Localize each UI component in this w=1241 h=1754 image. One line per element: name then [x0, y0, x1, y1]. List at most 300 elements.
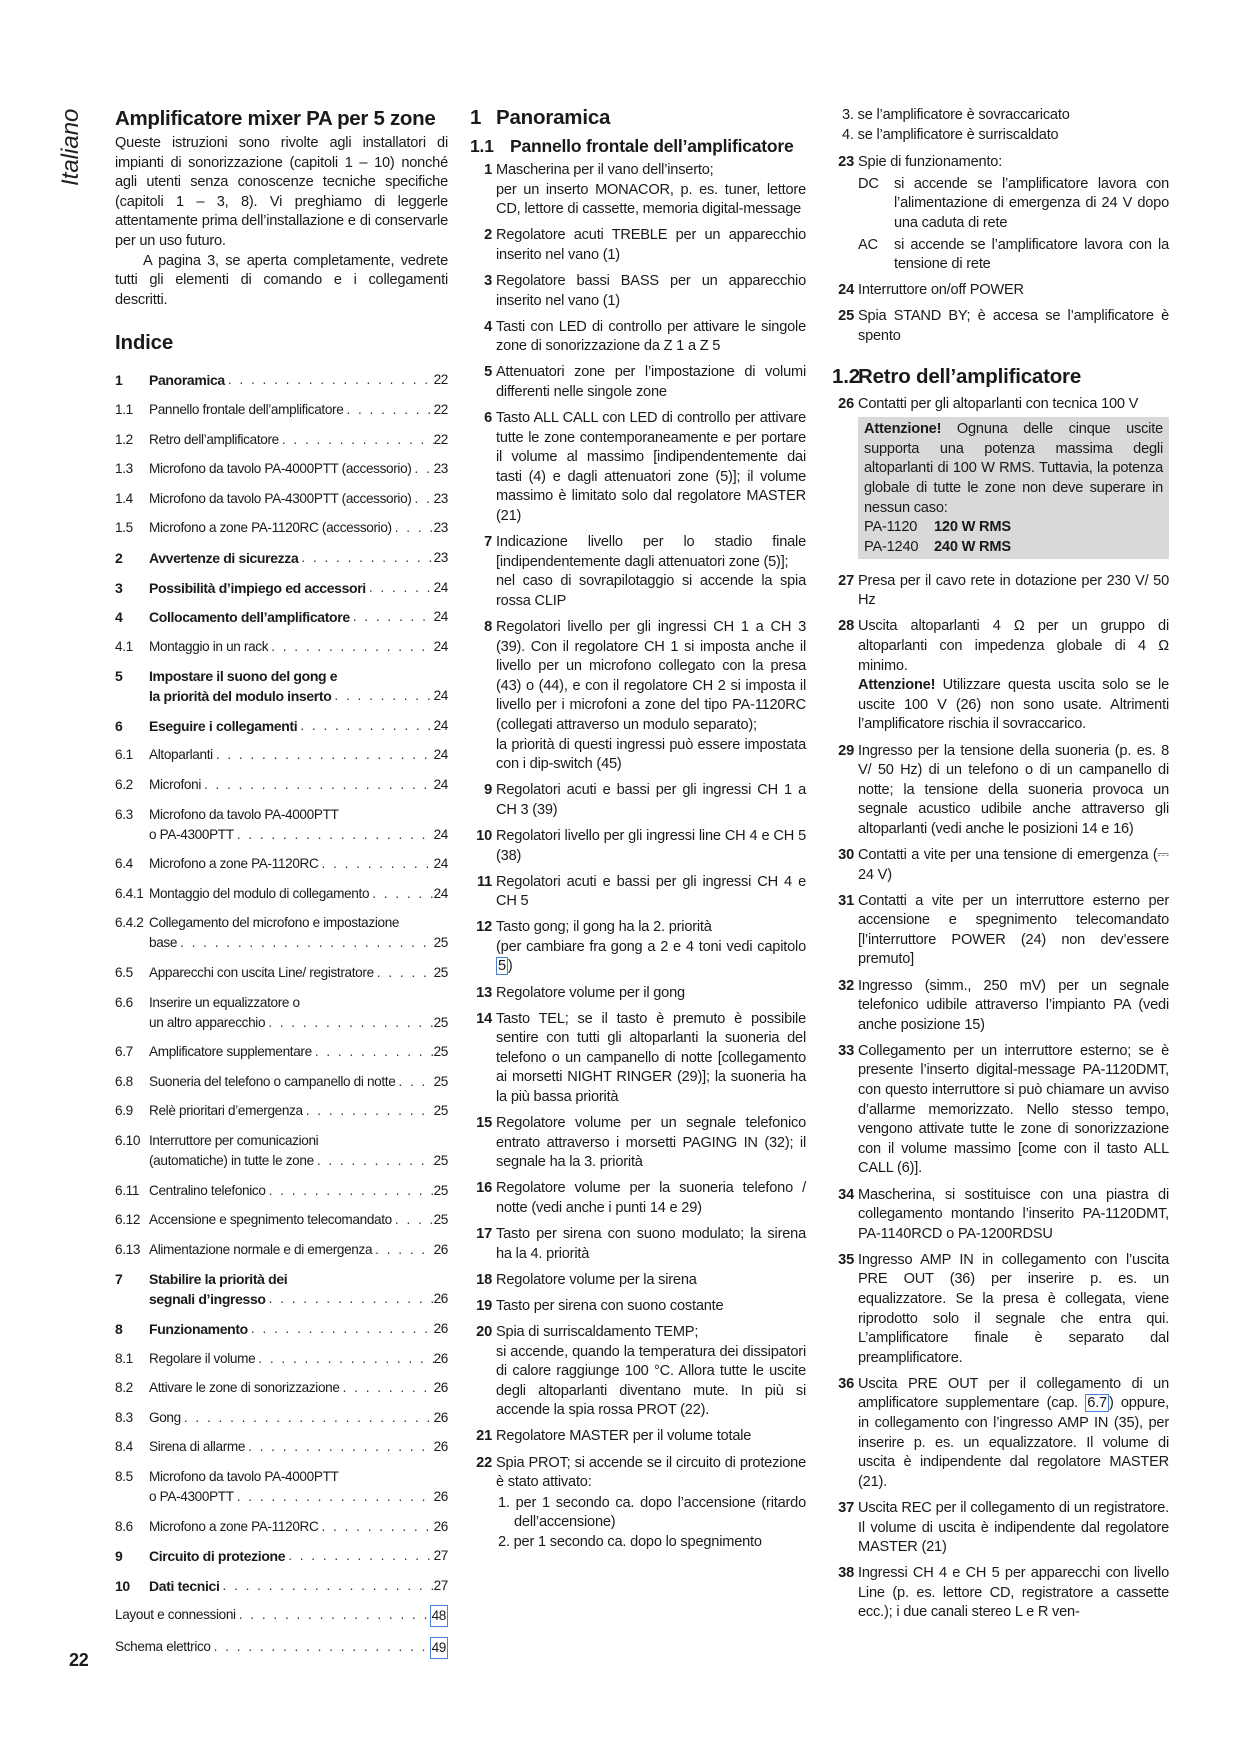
paragraph — [496, 318, 806, 357]
toc-line — [115, 637, 448, 657]
toc-entry[interactable] — [115, 993, 448, 1033]
text-run: Ingressi CH 4 e CH 5 per apparecchi con livello Line (p. es. lettore CD, registratore a cassette ecc.); i due canali stereo L e R ven- — [858, 1565, 1169, 1621]
paragraph — [496, 363, 806, 402]
item-number: 17 — [476, 1226, 492, 1243]
toc-title: Regolare il volume — [149, 1350, 256, 1366]
paragraph — [858, 892, 1169, 970]
section-number: 1.1 — [470, 136, 494, 156]
toc-heading: Indice — [115, 331, 174, 355]
toc-number: 4 — [115, 609, 123, 626]
toc-page: 24 — [433, 688, 448, 704]
toc-title: Suoneria del telefono o campanello di notte — [149, 1073, 396, 1089]
toc-line — [115, 1487, 448, 1507]
text-run: Regolatori acuti e bassi per gli ingressi CH 1 a CH 3 (39) — [496, 782, 806, 818]
toc-entry[interactable] — [115, 1131, 448, 1171]
dot-leader — [412, 489, 434, 509]
text-run: si accende, quando la temperatura dei dissipatori di calore raggiunge 100 °C. Allora tutte le uscite degli altoparlanti diventano mute. In più si accende la spia rossa PROT (22). — [496, 1343, 806, 1419]
paragraph — [496, 918, 806, 938]
toc-number: 6.13 — [115, 1241, 141, 1257]
toc-number: 8.3 — [115, 1409, 133, 1425]
text-run: Uscita altoparlanti 4 Ω per un gruppo di altoparlanti con impedenza globale di 4 Ω minimo. — [858, 618, 1169, 674]
section-heading — [470, 136, 806, 157]
toc-page: 24 — [433, 609, 448, 625]
item-number: 10 — [476, 827, 492, 844]
intro-text — [115, 134, 448, 310]
toc-line — [115, 1289, 448, 1309]
item-number: 14 — [476, 1010, 492, 1027]
section-number: 1.2 — [832, 364, 860, 388]
dot-leader — [366, 578, 434, 598]
paragraph — [496, 984, 806, 1004]
dot-leader — [265, 1013, 433, 1033]
item-number: 30 — [838, 847, 854, 863]
section-heading — [832, 365, 1169, 389]
item-number: 24 — [838, 282, 854, 299]
legend-item — [470, 226, 806, 265]
paragraph — [496, 572, 806, 611]
item-body — [496, 1114, 806, 1173]
paragraph — [496, 181, 806, 220]
toc-line — [115, 1437, 448, 1457]
toc-number: 1.2 — [115, 431, 133, 447]
section-title: Pannello frontale dell’amplificatore — [510, 136, 794, 156]
power-row — [864, 518, 1163, 538]
item-number: 32 — [838, 977, 854, 994]
text-run: Utilizzare questa uscita solo se le uscite 100 V (26) non sono usate. Altrimenti l’amplificatore rischia il sovraccarico. — [858, 677, 1169, 733]
toc-entry[interactable] — [115, 1319, 448, 1339]
legend-item — [470, 1114, 806, 1173]
toc-entry[interactable] — [115, 1181, 448, 1201]
item-number: 21 — [476, 1428, 492, 1445]
toc-title-cont: la priorità del modulo inserto — [149, 688, 332, 705]
paragraph — [858, 617, 1169, 676]
paragraph — [496, 272, 806, 311]
toc-line — [115, 1042, 448, 1062]
item-body — [858, 742, 1169, 840]
item-number: 13 — [476, 984, 492, 1001]
toc-title: Inserire un equalizzatore o — [149, 994, 300, 1010]
toc-page: 26 — [433, 1488, 448, 1504]
toc-page: 24 — [433, 638, 448, 654]
paragraph — [858, 1564, 1169, 1623]
toc-entry[interactable] — [115, 1378, 448, 1398]
intro-paragraph: A pagina 3, se aperta completamente, vedrete tutti gli elementi di comando e i collegamenti descritti. — [115, 252, 448, 308]
toc-number: 6 — [115, 717, 123, 734]
toc-number: 6.1 — [115, 747, 133, 763]
toc-title: Relè prioritari d’emergenza — [149, 1103, 303, 1119]
legend-item — [470, 1297, 806, 1317]
dot-leader — [234, 825, 434, 845]
legend-item — [832, 153, 1169, 275]
text-run: Regolatori livello per gli ingressi CH 1 a CH 3 (39). Con il regolatore CH 1 si imposta anche il livello per un microfono collegato con la presa (43) o (44), e con il regolatore CH 2 si imposta il livello per i microfoni a zone del tipo PA-1120RC (collegati attraverso un modulo separato); — [496, 618, 806, 733]
chapter-link[interactable]: 5 — [498, 958, 506, 975]
dot-leader — [412, 459, 434, 479]
toc-number: 6.4.1 — [115, 885, 144, 901]
toc-entry[interactable] — [115, 745, 448, 765]
toc-page: 27 — [433, 1548, 448, 1564]
toc-title: Possibilità d’impiego ed accessori — [149, 579, 366, 596]
item-number: 3 — [484, 272, 492, 289]
toc-number: 7 — [115, 1271, 123, 1288]
toc-line — [115, 1240, 448, 1260]
toc-page: 25 — [433, 1073, 448, 1089]
toc-page: 23 — [433, 490, 448, 506]
toc-entry[interactable] — [115, 1605, 448, 1627]
item-number: 1 — [484, 162, 492, 178]
item-number: 27 — [838, 572, 854, 589]
toc-line — [115, 884, 448, 904]
dot-leader — [266, 1181, 434, 1201]
text-run: per un inserto MONACOR, p. es. tuner, lettore CD, lettore di cassette, memoria digital-message — [496, 181, 806, 218]
toc-line — [115, 666, 448, 686]
page-number: 22 — [69, 1650, 89, 1670]
legend-item — [470, 781, 806, 820]
text-run: ) — [507, 958, 513, 975]
item-number: 7 — [484, 534, 492, 551]
toc-page: 23 — [433, 461, 448, 477]
toc-title: Microfono a zone PA-1120RC (accessorio) — [149, 520, 392, 536]
paragraph — [496, 1179, 806, 1218]
legend-item — [470, 984, 806, 1004]
toc-entry[interactable] — [115, 1269, 448, 1309]
text-run: Ingresso per la tensione della suoneria (p. es. 8 V/ 50 Hz) di un telefono o di un campanello di notte; la tensione della suoneria provoca un segnale acustico udibile anche attraverso gli altoparlanti (vedi anche le posizioni 14 e 16) — [858, 742, 1169, 837]
toc-page: 26 — [433, 1291, 448, 1307]
toc-page: 23 — [433, 549, 448, 565]
toc-page: 24 — [433, 777, 448, 793]
toc-entry[interactable] — [115, 884, 448, 904]
dot-leader — [343, 400, 433, 420]
dot-leader — [318, 1517, 433, 1537]
toc-title: Accensione e spegnimento telecomandato — [149, 1212, 392, 1228]
legend-item — [470, 533, 806, 611]
paragraph — [864, 420, 1163, 518]
legend-item — [470, 873, 806, 912]
toc-entry[interactable] — [115, 1101, 448, 1121]
paragraph — [858, 846, 1169, 885]
item-body — [496, 1427, 806, 1447]
item-body — [496, 1323, 806, 1421]
item-body — [496, 363, 806, 402]
toc-entry[interactable] — [115, 637, 448, 657]
text-run: Regolatore volume per la sirena — [496, 1271, 697, 1288]
dot-leader — [372, 1240, 433, 1260]
toc-line — [115, 1013, 448, 1033]
toc-line — [115, 1131, 448, 1151]
toc-line — [115, 1605, 448, 1627]
item-number: 26 — [838, 395, 854, 412]
toc-entry[interactable] — [115, 716, 448, 736]
toc-number: 8.5 — [115, 1468, 133, 1484]
item-body — [858, 846, 1169, 885]
indicator-text: si accende se l’amplificatore lavora con l’alimentazione di emergenza di 24 V dopo una caduta di rete — [894, 175, 1169, 231]
toc-title: Collocamento dell’amplificatore — [149, 609, 350, 626]
toc-title: Centralino telefonico — [149, 1182, 266, 1198]
dot-leader — [225, 370, 434, 390]
toc-entry[interactable] — [115, 1408, 448, 1428]
toc-number: 3 — [115, 579, 123, 596]
legend-item — [832, 1564, 1169, 1623]
toc-entry[interactable] — [115, 1072, 448, 1092]
dot-leader — [331, 686, 433, 706]
toc-entry[interactable] — [115, 963, 448, 983]
item-number: 22 — [476, 1454, 492, 1471]
item-body — [858, 307, 1169, 346]
section-number: 1 — [470, 106, 482, 129]
dot-leader — [312, 1042, 434, 1062]
item-number: 2 — [484, 227, 492, 244]
indicator-row — [858, 236, 1169, 275]
dot-leader — [248, 1319, 434, 1339]
legend-item — [832, 617, 1169, 735]
toc-title-cont: un altro apparecchio — [149, 1014, 266, 1030]
toc-line — [115, 854, 448, 874]
toc-line — [115, 548, 448, 568]
legend-item — [832, 977, 1169, 1036]
toc-title: Stabilire la priorità dei — [149, 1271, 288, 1288]
legend-item — [470, 161, 806, 220]
toc-entry[interactable] — [115, 400, 448, 420]
text-run: Spie di funzionamento: — [858, 154, 1003, 171]
toc-entry[interactable] — [115, 1576, 448, 1596]
paragraph — [496, 161, 806, 181]
toc-line — [115, 1408, 448, 1428]
dot-leader — [350, 607, 434, 627]
toc-page: 24 — [433, 717, 448, 733]
language-label: Italiano — [57, 108, 84, 186]
toc-line — [115, 1072, 448, 1092]
paragraph — [496, 873, 806, 912]
paragraph — [496, 938, 806, 977]
dot-leader — [314, 1151, 434, 1171]
paragraph — [496, 226, 806, 265]
dot-leader — [234, 1487, 434, 1507]
toc-page: 26 — [433, 1380, 448, 1396]
text-run: Mascherina per il vano dell’inserto; — [496, 162, 714, 178]
indicator-label: AC — [858, 236, 878, 253]
item-number: 28 — [838, 618, 854, 635]
text-run: Ingresso AMP IN in collegamento con l’uscita PRE OUT (36) per inserire p. es. un equalizzatore. Se la presa è collegata, viene riprodotto solo il segnale che entra qui. L’amplificatore finale è separato dal preamplificatore. — [858, 1251, 1169, 1366]
list-item: 2. per 1 secondo ca. dopo lo spegnimento — [498, 1533, 762, 1550]
item-body — [496, 409, 806, 527]
text-run: Regolatori acuti e bassi per gli ingressi CH 4 e CH 5 — [496, 873, 806, 910]
item-number: 9 — [484, 782, 492, 799]
toc-number: 8 — [115, 1320, 123, 1337]
list-item: 1. per 1 secondo ca. dopo l’accensione (ritardo dell’accensione) — [498, 1494, 806, 1531]
toc-entry[interactable] — [115, 459, 448, 479]
dot-leader — [392, 1210, 434, 1230]
item-body — [496, 984, 806, 1004]
toc-entry[interactable] — [115, 1349, 448, 1369]
toc-entry[interactable] — [115, 775, 448, 795]
toc-number: 6.9 — [115, 1103, 133, 1119]
toc-number: 1.3 — [115, 461, 133, 477]
item-body — [858, 153, 1169, 275]
toc-line — [115, 1210, 448, 1230]
paragraph — [858, 1499, 1169, 1558]
item-body — [496, 873, 806, 912]
text-run: Tasto per sirena con suono modulato; la sirena ha la 4. priorità — [496, 1226, 806, 1262]
text-run: Regolatore volume per un segnale telefonico entrato attraverso i morsetti PAGING IN (32); il segnale ha la 3. priorità — [496, 1115, 806, 1171]
dot-leader — [245, 1437, 434, 1457]
item-body — [496, 161, 806, 220]
paragraph — [858, 1042, 1169, 1179]
text-run: Contatti a vite per un interruttore esterno per accensione e spegnimento telecomandato [l’interruttore POWER (24) non dev’essere premuto] — [858, 892, 1169, 968]
toc-number: 2 — [115, 549, 123, 566]
paragraph — [858, 977, 1169, 1036]
toc-page: 26 — [433, 1439, 448, 1455]
toc-entry[interactable] — [115, 1210, 448, 1230]
toc-line — [115, 1269, 448, 1289]
toc-entry[interactable] — [115, 1517, 448, 1537]
paragraph — [496, 1114, 806, 1173]
dot-leader — [220, 1576, 434, 1596]
toc-entry[interactable] — [115, 370, 448, 390]
toc-entry[interactable] — [115, 1637, 448, 1659]
text-run: Presa per il cavo rete in dotazione per 230 V/ 50 Hz — [858, 572, 1169, 609]
toc-title-cont: (automatiche) in tutte le zone — [149, 1153, 314, 1168]
paragraph — [858, 281, 1169, 301]
intro-paragraph: Queste istruzioni sono rivolte agli installatori di impianti di sonorizzazione (capitoli 1 – 10) nonché agli utenti senza conoscenze tecniche specifiche (capitoli 1 – 3, 8). Vi preghiamo di leggerle attentamente prima dell’installazione e di conservarle per un uso futuro. — [115, 135, 448, 249]
text-run: Contatti a vite per una tensione di emergenza (⎓ 24 V) — [858, 847, 1169, 883]
text-run: (per cambiare fra gong a 2 e 4 toni vedi capitolo — [496, 938, 806, 955]
dot-leader — [297, 716, 433, 736]
paragraph — [496, 618, 806, 736]
text-run: Regolatore volume per il gong — [496, 984, 685, 1001]
model-name: PA-1240 — [864, 538, 919, 555]
toc-page: 22 — [433, 431, 448, 447]
toc-page: 25 — [433, 1212, 448, 1228]
paragraph — [858, 676, 1169, 735]
legend-item — [470, 409, 806, 527]
bold-text: Attenzione! — [858, 677, 936, 694]
dot-leader — [340, 1378, 434, 1398]
toc-number: 8.1 — [115, 1350, 133, 1366]
item-number: 15 — [476, 1115, 492, 1132]
toc-entry[interactable] — [115, 430, 448, 450]
toc-entry[interactable] — [115, 1467, 448, 1507]
toc-line — [115, 1517, 448, 1537]
legend-item — [470, 827, 806, 866]
toc-entry[interactable] — [115, 578, 448, 598]
toc-number: 8.2 — [115, 1380, 133, 1396]
toc-line — [115, 993, 448, 1013]
item-number: 4 — [484, 318, 492, 335]
paragraph — [858, 1251, 1169, 1369]
toc-title: Microfono da tavolo PA-4000PTT — [149, 806, 339, 822]
toc-title: Panoramica — [149, 372, 225, 389]
toc-number: 6.4.2 — [115, 915, 144, 931]
power-value: 120 W RMS — [934, 519, 1011, 536]
toc-entry[interactable] — [115, 607, 448, 627]
toc-line — [115, 518, 448, 538]
toc-title: Schema elettrico — [115, 1638, 211, 1654]
toc-page: 24 — [433, 579, 448, 595]
column-rear-panel — [832, 106, 1169, 1629]
dot-leader — [211, 1637, 430, 1659]
item-body — [858, 1251, 1169, 1369]
legend-item — [470, 1225, 806, 1264]
dot-leader — [318, 854, 433, 874]
toc-title: Impostare il suono del gong e — [149, 668, 338, 685]
toc-entry[interactable] — [115, 1240, 448, 1260]
dot-leader — [279, 430, 434, 450]
legend-item — [470, 1427, 806, 1447]
toc-entry[interactable] — [115, 854, 448, 874]
toc-title: Alimentazione normale e di emergenza — [149, 1241, 373, 1257]
dot-leader — [369, 884, 433, 904]
toc-entry[interactable] — [115, 548, 448, 568]
item-number: 31 — [838, 892, 854, 909]
item-body — [496, 318, 806, 357]
item-body — [496, 1010, 806, 1108]
toc-number: 6.3 — [115, 806, 133, 822]
page-link[interactable]: 49 — [430, 1637, 448, 1659]
toc-entry[interactable] — [115, 805, 448, 845]
toc-number: 1 — [115, 372, 123, 389]
toc-entry[interactable] — [115, 489, 448, 509]
toc-line — [115, 1319, 448, 1339]
paragraph — [858, 1375, 1169, 1493]
paragraph — [496, 736, 806, 775]
legend-item — [470, 1454, 806, 1553]
text-run: Collegamento per un interruttore esterno; se è presente l’inserto digital-message PA-1120DMT, con questo interruttore si può chiamare un avviso d’allarme memorizzato. Nello stesso tempo, vengono attivate tutte le zone di sonorizzazione con il volume massimo [come con il tasto ALL CALL (6)]. — [858, 1042, 1169, 1177]
toc-number: 1.4 — [115, 490, 133, 506]
dot-leader — [201, 775, 434, 795]
item-number: 18 — [476, 1271, 492, 1288]
toc-entry[interactable] — [115, 1437, 448, 1457]
toc-title: Apparecchi con uscita Line/ registratore — [149, 965, 374, 981]
toc-title: Amplificatore supplementare — [149, 1044, 312, 1060]
toc-entry[interactable] — [115, 913, 448, 953]
dot-leader — [268, 637, 433, 657]
text-run: Contatti per gli altoparlanti con tecnica 100 V — [858, 395, 1139, 412]
item-body — [496, 1297, 806, 1317]
item-body — [858, 1564, 1169, 1623]
text-run: Regolatore acuti TREBLE per un apparecchio inserito nel vano (1) — [496, 227, 806, 263]
toc-number: 6.8 — [115, 1073, 133, 1089]
legend-item — [832, 572, 1169, 611]
text-run: ) oppure, in collegamento con l’ingresso AMP IN (35), per inserire p. es. un equalizzatore. Il volume di uscita è indipendente dal regolatore MASTER (21). — [858, 1395, 1169, 1490]
toc-line — [115, 1467, 448, 1487]
column-intro-toc — [115, 106, 448, 1669]
page-link[interactable]: 48 — [430, 1605, 448, 1627]
toc-entry[interactable] — [115, 666, 448, 706]
legend-item — [470, 318, 806, 357]
dot-leader — [255, 1349, 433, 1369]
indicator-label: DC — [858, 175, 879, 192]
toc-line — [115, 459, 448, 479]
toc-entry[interactable] — [115, 1042, 448, 1062]
bold-text: Attenzione! — [864, 421, 942, 438]
legend-item — [832, 1499, 1169, 1558]
toc-number: 6.5 — [115, 965, 133, 981]
toc-entry[interactable] — [115, 518, 448, 538]
item-number: 37 — [838, 1499, 854, 1516]
toc-number: 4.1 — [115, 638, 133, 654]
toc-line — [115, 1576, 448, 1596]
text-run: la priorità di questi ingressi può essere impostata con i dip-switch (45) — [496, 736, 806, 773]
toc-line — [115, 825, 448, 845]
item-body — [496, 827, 806, 866]
paragraph — [858, 1186, 1169, 1245]
toc-title: Interruttore per comunicazioni — [149, 1133, 319, 1148]
toc-number: 8.6 — [115, 1518, 133, 1534]
toc-entry[interactable] — [115, 1546, 448, 1566]
toc-line — [115, 805, 448, 825]
dot-leader — [303, 1101, 434, 1121]
toc-page: 25 — [433, 1014, 448, 1030]
chapter-link[interactable]: 6.7 — [1087, 1395, 1107, 1412]
